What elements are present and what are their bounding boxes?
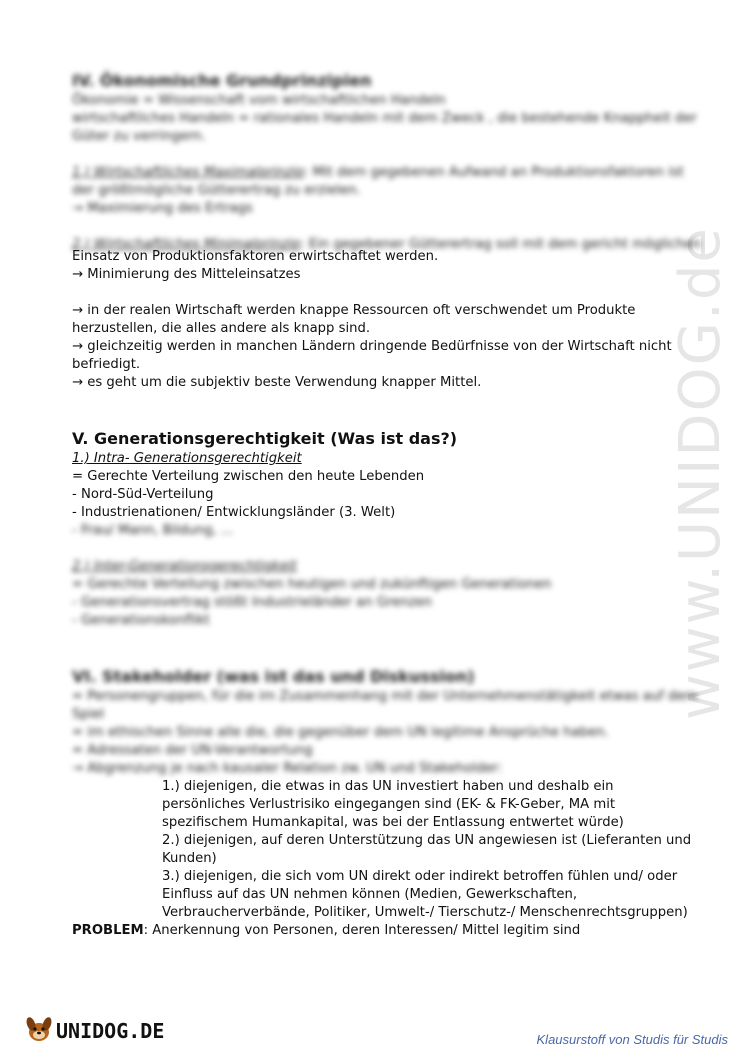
- text-line: - Generationsvertrag stößt Industrieländer an Grenzen: [72, 595, 433, 610]
- text-line: → Abgrenzung je nach kausaler Relation zw. UN und Stakeholder:: [72, 761, 503, 776]
- subheading: 2.) Wirtschaftliches Minimalprinzip: [72, 237, 301, 252]
- text-fragment: : Mit dem gegebenen Aufwand an Produktionsfaktoren ist: [304, 165, 684, 180]
- text-line: Spiel: [72, 707, 105, 722]
- problem-label: PROBLEM: [72, 923, 144, 938]
- text-line: = Personengruppen, für die im Zusammenhang mit der Unternehmenstätigkeit etwas auf dem: [72, 689, 698, 704]
- text-line: wirtschaftliches Handeln = rationales Handeln mit dem Zweck , die bestehende Knappheit der: [72, 111, 697, 126]
- stakeholder-list: [162, 778, 692, 922]
- list-item: 3.) diejenigen, die sich vom UN direkt oder indirekt betroffen fühlen und/ oder: [162, 869, 678, 884]
- text-line: → in der realen Wirtschaft werden knappe Ressourcen oft verschwendet um Produkte: [72, 303, 636, 318]
- list-item: Verbraucherverbände, Politiker, Umwelt-/ Tierschutz-/ Menschenrechtsgruppen): [162, 905, 688, 920]
- text-line: [72, 236, 701, 254]
- list-item: spezifischem Humankapital, was bei der Entlassung entwertet würde): [162, 815, 624, 830]
- text-line: Einsatz von Produktionsfaktoren erwirtschaftet werden.: [72, 249, 439, 264]
- section-4-heading: IV. Ökonomische Grundprinzipien: [72, 71, 372, 90]
- subheading: 1.) Wirtschaftliches Maximalprinzip: [72, 165, 304, 180]
- section-4-blurred: [72, 70, 701, 254]
- text-line: herzustellen, die alles andere als knapp sind.: [72, 321, 371, 336]
- text-line: = Gerechte Verteilung zwischen heutigen und zukünftigen Generationen: [72, 577, 552, 592]
- text-line: = Gerechte Verteilung zwischen den heute Lebenden: [72, 469, 425, 484]
- text-line: → gleichzeitig werden in manchen Ländern dringende Bedürfnisse von der Wirtschaft nicht: [72, 339, 672, 354]
- text-line: Güter zu verringern.: [72, 129, 206, 144]
- text-line: → es geht um die subjektiv beste Verwendung knapper Mittel.: [72, 375, 482, 390]
- list-item: 2.) diejenigen, auf deren Unterstützung das UN angewiesen ist (Lieferanten und: [162, 833, 692, 848]
- text-line: der größtmögliche Gütterertrag zu erzielen.: [72, 183, 361, 198]
- text-fragment: : Ein gegebener Gütterertrag soll mit dem gericht möglichen: [300, 237, 701, 252]
- subheading: 2.) Inter-Generationsgerechtigkeit: [72, 559, 297, 574]
- text-line: - Nord-Süd-Verteilung: [72, 487, 214, 502]
- section-5-blurred: [72, 522, 698, 778]
- subheading: 1.) Intra- Generationsgerechtigkeit: [72, 451, 302, 466]
- text-line: = Adressaten der UN-Verantwortung: [72, 743, 313, 758]
- watermark: www.UNIDOG.de: [668, 226, 733, 720]
- text-line: = im ethischen Sinne alle die, die gegenüber dem UN legitime Ansprüche haben.: [72, 725, 609, 740]
- text-line: befriedigt.: [72, 357, 141, 372]
- footer-slogan: Klausurstoff von Studis für Studis: [536, 1032, 728, 1047]
- text-line: - Generationskonflikt: [72, 613, 210, 628]
- text-line: - Industrienationen/ Entwicklungsländer (3. Welt): [72, 505, 396, 520]
- text-line: Ökonomie = Wissenschaft vom wirtschaftlichen Handeln: [72, 93, 446, 108]
- text-line: - Frau/ Mann, Bildung, ...: [72, 523, 234, 538]
- text-line: → Minimierung des Mitteleinsatzes: [72, 267, 301, 282]
- section-5-heading: V. Generationsgerechtigkeit (Was ist das?): [72, 429, 458, 448]
- list-item: persönliches Verlustrisiko eingegangen sind (EK- & FK-Geber, MA mit: [162, 797, 616, 812]
- list-item: Einfluss auf das UN nehmen können (Medien, Gewerkschaften,: [162, 887, 578, 902]
- footer-logo[interactable]: [24, 1014, 164, 1048]
- text-line: → Maximierung des Ertrags: [72, 201, 253, 216]
- problem-line: [72, 922, 682, 940]
- logo-text: UNIDOG.DE: [56, 1019, 165, 1043]
- list-item: 1.) diejenigen, die etwas in das UN investiert haben und deshalb ein: [162, 779, 614, 794]
- text-line: [72, 164, 682, 182]
- list-item: Kunden): [162, 851, 217, 866]
- problem-text: : Anerkennung von Personen, deren Interessen/ Mittel legitim sind: [143, 923, 581, 938]
- section-6-heading: VI. Stakeholder (was ist das und Diskussion): [72, 667, 475, 686]
- dog-mascot-icon: [24, 1014, 54, 1048]
